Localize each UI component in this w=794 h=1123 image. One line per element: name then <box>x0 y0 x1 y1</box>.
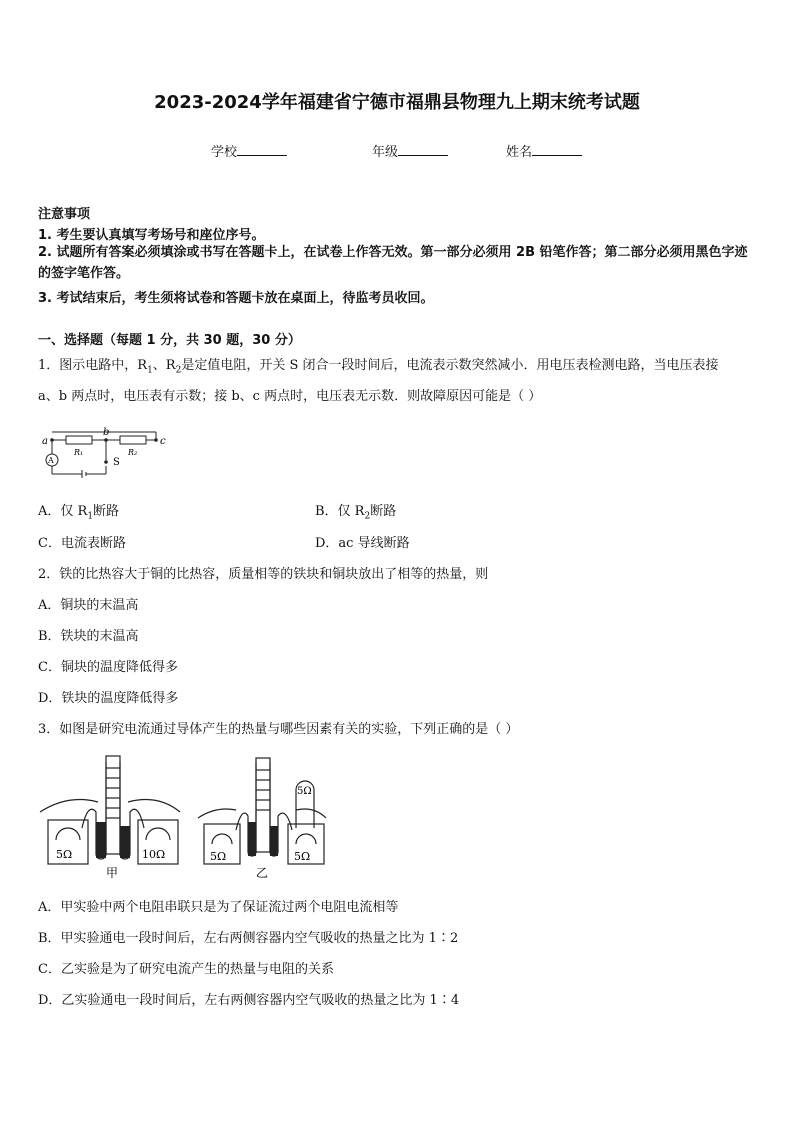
jia-right-resistor: 10Ω <box>142 848 166 861</box>
grade-label: 年级 <box>372 145 399 160</box>
q2-option-b: B．铁块的末温高 <box>38 629 139 644</box>
q3-option-c: C．乙实验是为了研究电流产生的热量与电阻的关系 <box>38 962 334 977</box>
q1-stem-line2: a、b 两点时，电压表有示数；接 b、c 两点时，电压表无示数．则故障原因可能是（ ） <box>38 389 542 404</box>
q3-apparatus-jia <box>38 752 188 882</box>
q1-label-r1: R₁ <box>74 448 84 457</box>
jia-label: 甲 <box>106 866 119 880</box>
grade-field <box>372 141 448 160</box>
q1-option-a: A．仅 $R_1$断路 <box>38 504 120 522</box>
yi-top-resistor: 5Ω <box>297 786 312 797</box>
note-item-2: 2. 试题所有答案必须填涂或书写在答题卡上，在试卷上作答无效。第一部分必须用 2B 铅笔作答；第二部分必须用黑色字迹的签字笔作答。 <box>38 245 748 281</box>
name-field <box>506 141 582 160</box>
q1-option-b: B．仅 $R_2$断路 <box>315 504 397 522</box>
q1-label-b: b <box>103 427 110 438</box>
notes-heading: 注意事项 <box>38 207 91 222</box>
q1-option-d: D．ac 导线断路 <box>315 536 410 551</box>
q2-option-c: C．铜块的温度降低得多 <box>38 660 178 675</box>
note-item-3: 3. 考试结束后，考生须将试卷和答题卡放在桌面上，待监考员收回。 <box>38 291 434 306</box>
q3-option-a: A．甲实验中两个电阻串联只是为了保证流过两个电阻电流相等 <box>38 900 399 915</box>
q1-label-r2: R₂ <box>128 448 138 457</box>
yi-left-resistor: 5Ω <box>210 850 227 863</box>
q3-option-d: D．乙实验通电一段时间后，左右两侧容器内空气吸收的热量之比为 1∶4 <box>38 993 460 1008</box>
name-blank <box>532 143 582 156</box>
jia-left-resistor: 5Ω <box>56 848 73 861</box>
q2-stem: 2．铁的比热容大于铜的比热容，质量相等的铁块和铜块放出了相等的热量，则 <box>38 567 489 582</box>
q3-apparatus-yi <box>196 752 331 882</box>
grade-blank <box>398 143 448 156</box>
school-field <box>211 141 287 160</box>
q3-option-b: B．甲实验通电一段时间后，左右两侧容器内空气吸收的热量之比为 1∶2 <box>38 931 459 946</box>
page-title: 2023-2024学年福建省宁德市福鼎县物理九上期末统考试题 <box>154 92 640 113</box>
q1-option-c: C．电流表断路 <box>38 536 126 551</box>
q1-label-switch: S <box>113 457 120 468</box>
section-heading: 一、选择题（每题 1 分，共 30 题，30 分） <box>38 333 301 348</box>
q1-label-a: a <box>42 436 48 447</box>
yi-right-resistor: 5Ω <box>294 850 311 863</box>
name-label: 姓名 <box>506 145 533 160</box>
q3-stem: 3．如图是研究电流通过导体产生的热量与哪些因素有关的实验，下列正确的是（ ） <box>38 722 519 737</box>
q1-stem: 1．图示电路中，$R_1$、$R_2$是定值电阻，开关 S 闭合一段时间后，电流表示数突然减小．用电压表检测电路，当电压表接 <box>38 358 719 376</box>
q1-label-ammeter: A <box>48 456 54 465</box>
note-item-1: 1. 考生要认真填写考场号和座位序号。 <box>38 228 265 243</box>
school-label: 学校 <box>211 145 238 160</box>
yi-label: 乙 <box>256 866 269 880</box>
q2-option-a: A．铜块的末温高 <box>38 598 139 613</box>
q1-label-c: c <box>160 436 166 447</box>
school-blank <box>237 143 287 156</box>
q2-option-d: D．铁块的温度降低得多 <box>38 691 179 706</box>
q1-circuit-diagram <box>38 420 173 480</box>
